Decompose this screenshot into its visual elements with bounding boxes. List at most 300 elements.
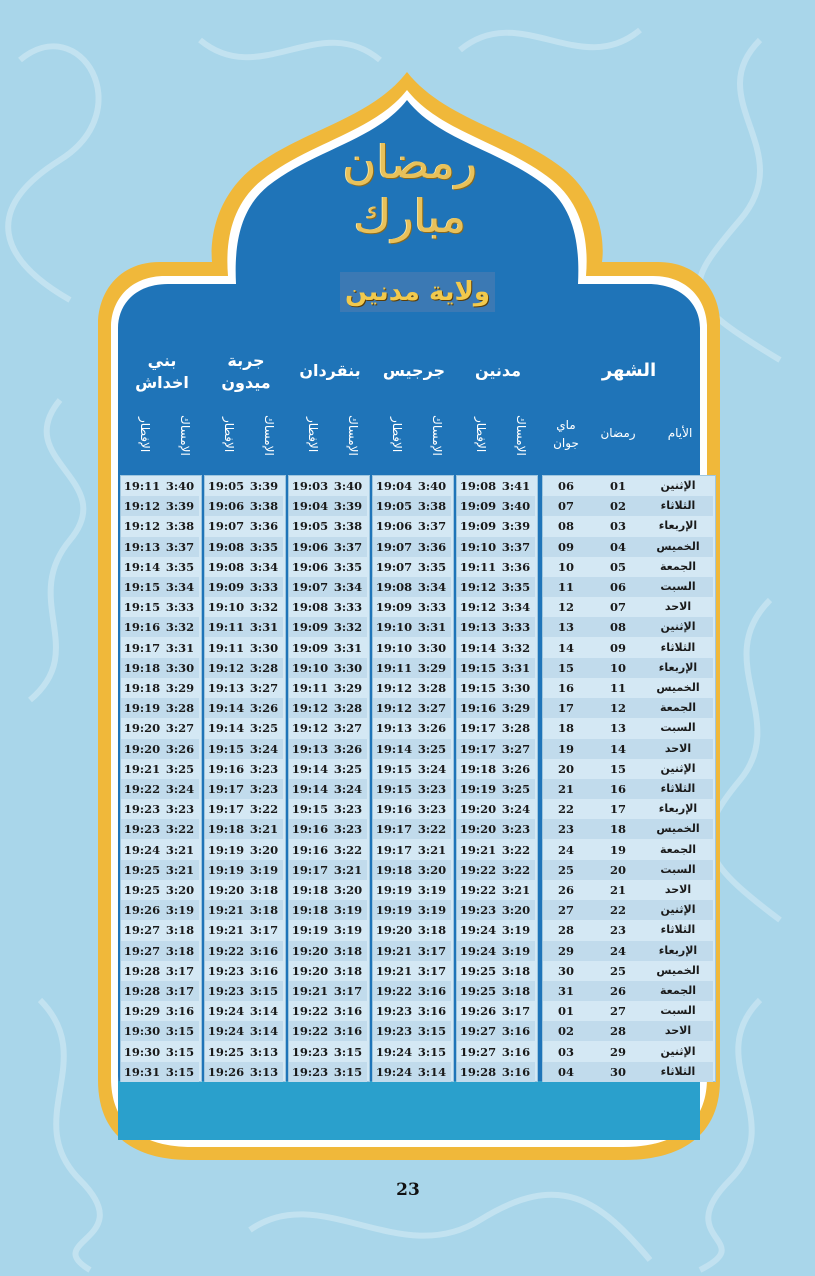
iftar-time: 19:18 [459, 762, 497, 776]
iftar-time: 19:12 [123, 499, 161, 513]
table-row [205, 718, 283, 738]
table-row [289, 617, 367, 637]
imsak-time: 3:18 [333, 944, 363, 958]
iftar-time: 19:08 [207, 540, 245, 554]
iftar-time: 19:11 [291, 681, 329, 695]
imsak-time: 3:18 [165, 923, 195, 937]
table-row [457, 819, 535, 839]
iftar-time: 19:22 [459, 883, 497, 897]
imsak-time: 3:14 [249, 1004, 279, 1018]
iftar-time: 19:20 [207, 883, 245, 897]
table-row [373, 577, 451, 597]
table-row [373, 779, 451, 799]
imsak-time: 3:34 [417, 580, 447, 594]
imsak-time: 3:34 [501, 600, 531, 614]
city-header-zarzis: جرجيس [382, 361, 446, 380]
table-row [205, 880, 283, 900]
imsak-time: 3:32 [501, 641, 531, 655]
table-row [543, 779, 713, 799]
imsak-time: 3:16 [165, 1004, 195, 1018]
iftar-time: 19:08 [375, 580, 413, 594]
iftar-time: 19:20 [291, 964, 329, 978]
table-row [543, 1001, 713, 1021]
table-row [289, 759, 367, 779]
day-name: الإثنين [660, 762, 696, 775]
iftar-time: 19:21 [123, 762, 161, 776]
table-row [289, 860, 367, 880]
table-row [121, 617, 199, 637]
iftar-time: 19:17 [459, 721, 497, 735]
imsak-time: 3:32 [249, 600, 279, 614]
iftar-time: 19:24 [123, 843, 161, 857]
city-header-beni-khedache: بني اخداش [135, 351, 189, 392]
iftar-time: 19:28 [123, 964, 161, 978]
imsak-time: 3:15 [333, 1065, 363, 1079]
gregorian-day: 18 [557, 721, 574, 735]
iftar-time: 19:06 [375, 519, 413, 533]
table-row [121, 537, 199, 557]
table-row [543, 961, 713, 981]
month-header: الشهر [601, 360, 657, 381]
imsak-time: 3:34 [249, 560, 279, 574]
imsak-time: 3:30 [165, 661, 195, 675]
imsak-time: 3:39 [333, 499, 363, 513]
imsak-time: 3:25 [249, 721, 279, 735]
table-row [543, 1021, 713, 1041]
day-name: الخميس [656, 822, 700, 835]
iftar-time: 19:24 [207, 1024, 245, 1038]
imsak-time: 3:23 [333, 802, 363, 816]
table-row [205, 537, 283, 557]
iftar-time: 19:13 [459, 620, 497, 634]
iftar-time: 19:22 [291, 1004, 329, 1018]
table-row [205, 961, 283, 981]
iftar-time: 19:17 [207, 802, 245, 816]
table-row [121, 961, 199, 981]
table-row [457, 739, 535, 759]
gregorian-day: 04 [557, 1065, 574, 1079]
iftar-time: 19:09 [459, 519, 497, 533]
ramadan-day: 25 [609, 964, 626, 978]
ramadan-day: 27 [609, 1004, 626, 1018]
table-row [121, 516, 199, 536]
iftar-time: 19:25 [123, 883, 161, 897]
iftar-time: 19:15 [291, 802, 329, 816]
iftar-time: 19:10 [375, 620, 413, 634]
day-name: الاحد [664, 883, 692, 896]
table-row [121, 1001, 199, 1021]
iftar-time: 19:19 [291, 923, 329, 937]
imsak-time: 3:19 [333, 903, 363, 917]
iftar-time: 19:18 [123, 661, 161, 675]
gregorian-day: 07 [557, 499, 574, 513]
imsak-time: 3:19 [501, 944, 531, 958]
iftar-time: 19:16 [375, 802, 413, 816]
gregorian-day: 08 [557, 519, 574, 533]
days-header: الأيام [667, 426, 693, 440]
imsak-time: 3:21 [249, 822, 279, 836]
table-row [205, 739, 283, 759]
table-row [457, 900, 535, 920]
table-row [373, 617, 451, 637]
table-row [543, 799, 713, 819]
iftar-time: 19:21 [375, 944, 413, 958]
imsak-time: 3:36 [417, 540, 447, 554]
iftar-time: 19:21 [291, 984, 329, 998]
table-row [373, 1062, 451, 1082]
imsak-time: 3:21 [165, 863, 195, 877]
table-row [543, 617, 713, 637]
iftar-time: 19:21 [459, 843, 497, 857]
iftar-time: 19:04 [375, 479, 413, 493]
imsak-time: 3:35 [501, 580, 531, 594]
iftar-time: 19:15 [459, 681, 497, 695]
iftar-header: الإفطار [390, 417, 404, 453]
gregorian-day: 15 [557, 661, 574, 675]
imsak-time: 3:27 [249, 681, 279, 695]
iftar-time: 19:16 [459, 701, 497, 715]
gregorian-day: 30 [557, 964, 574, 978]
table-row [205, 920, 283, 940]
gregorian-day: 02 [557, 1024, 574, 1038]
ramadan-day: 01 [609, 479, 626, 493]
imsak-time: 3:29 [417, 661, 447, 675]
imsak-time: 3:17 [249, 923, 279, 937]
table-row [373, 537, 451, 557]
gregorian-day: 24 [557, 843, 574, 857]
table-row [289, 799, 367, 819]
table-row [289, 698, 367, 718]
gregorian-day: 28 [557, 923, 574, 937]
imsak-time: 3:38 [249, 499, 279, 513]
ramadan-day: 08 [609, 620, 626, 634]
iftar-time: 19:14 [123, 560, 161, 574]
iftar-time: 19:17 [375, 822, 413, 836]
iftar-time: 19:07 [375, 540, 413, 554]
imsak-time: 3:19 [501, 923, 531, 937]
table-row [457, 1042, 535, 1062]
ramadan-mubarak-calligraphy: رمضان مبارك [342, 135, 478, 243]
table-row [457, 1062, 535, 1082]
imsak-time: 3:17 [501, 1004, 531, 1018]
table-row [205, 759, 283, 779]
table-row [205, 516, 283, 536]
iftar-time: 19:12 [291, 701, 329, 715]
imsak-time: 3:26 [417, 721, 447, 735]
imsak-time: 3:21 [165, 843, 195, 857]
iftar-time: 19:12 [375, 681, 413, 695]
iftar-time: 19:08 [291, 600, 329, 614]
table-row [543, 577, 713, 597]
table-row [373, 880, 451, 900]
iftar-time: 19:23 [207, 964, 245, 978]
iftar-time: 19:09 [207, 580, 245, 594]
day-name: الخميس [656, 964, 700, 977]
iftar-time: 19:28 [459, 1065, 497, 1079]
table-row [205, 900, 283, 920]
iftar-time: 19:27 [123, 923, 161, 937]
day-name: الاحد [664, 1024, 692, 1037]
iftar-time: 19:15 [375, 782, 413, 796]
imsak-time: 3:39 [249, 479, 279, 493]
imsak-time: 3:33 [417, 600, 447, 614]
iftar-time: 19:19 [207, 843, 245, 857]
imsak-time: 3:19 [417, 883, 447, 897]
table-row [205, 476, 283, 496]
imsak-time: 3:27 [417, 701, 447, 715]
imsak-time: 3:20 [249, 843, 279, 857]
imsak-time: 3:29 [501, 701, 531, 715]
table-row [457, 860, 535, 880]
imsak-time: 3:32 [165, 620, 195, 634]
imsak-time: 3:28 [249, 661, 279, 675]
imsak-time: 3:41 [501, 479, 531, 493]
imsak-time: 3:16 [501, 1065, 531, 1079]
imsak-time: 3:18 [417, 923, 447, 937]
gregorian-day: 21 [557, 782, 574, 796]
imsak-time: 3:38 [165, 519, 195, 533]
iftar-time: 19:21 [207, 903, 245, 917]
imsak-time: 3:26 [165, 742, 195, 756]
imsak-time: 3:38 [333, 519, 363, 533]
gregorian-day: 26 [557, 883, 574, 897]
iftar-time: 19:03 [291, 479, 329, 493]
iftar-time: 19:12 [459, 580, 497, 594]
imsak-time: 3:15 [165, 1045, 195, 1059]
iftar-header: الإفطار [474, 417, 488, 453]
imsak-time: 3:35 [417, 560, 447, 574]
table-row [543, 1042, 713, 1062]
imsak-time: 3:25 [501, 782, 531, 796]
iftar-time: 19:17 [123, 641, 161, 655]
imsak-time: 3:35 [333, 560, 363, 574]
iftar-time: 19:22 [123, 782, 161, 796]
table-row [205, 496, 283, 516]
imsak-time: 3:29 [333, 681, 363, 695]
table-row [373, 496, 451, 516]
imsak-time: 3:24 [165, 782, 195, 796]
ramadan-day: 26 [609, 984, 626, 998]
table-row [289, 577, 367, 597]
imsak-time: 3:36 [501, 560, 531, 574]
imsak-time: 3:20 [333, 883, 363, 897]
imsak-time: 3:40 [501, 499, 531, 513]
table-row [121, 900, 199, 920]
table-row [121, 577, 199, 597]
iftar-time: 19:05 [375, 499, 413, 513]
iftar-time: 19:28 [123, 984, 161, 998]
table-row [121, 496, 199, 516]
imsak-time: 3:37 [165, 540, 195, 554]
table-row [543, 516, 713, 536]
table-row [289, 1001, 367, 1021]
day-name: الجمعة [659, 843, 697, 856]
imsak-time: 3:16 [333, 1004, 363, 1018]
imsak-time: 3:35 [249, 540, 279, 554]
imsak-time: 3:22 [501, 843, 531, 857]
gregorian-day: 09 [557, 540, 574, 554]
day-name: السبت [660, 863, 696, 876]
table-row [457, 597, 535, 617]
day-name: الخميس [656, 681, 700, 694]
iftar-time: 19:22 [207, 944, 245, 958]
iftar-time: 19:18 [291, 903, 329, 917]
table-row [205, 678, 283, 698]
imsak-time: 3:38 [417, 499, 447, 513]
day-name: الإربعاء [658, 661, 698, 674]
table-row [457, 476, 535, 496]
imsak-time: 3:26 [501, 762, 531, 776]
city-header-djerba-midoun: جربة ميدون [221, 351, 271, 392]
table-row [289, 880, 367, 900]
table-row [543, 819, 713, 839]
table-row [457, 617, 535, 637]
ramadan-day: 19 [609, 843, 626, 857]
iftar-time: 19:22 [375, 984, 413, 998]
table-row [543, 537, 713, 557]
day-name: الإثنين [660, 620, 696, 633]
imsak-time: 3:18 [333, 964, 363, 978]
iftar-time: 19:22 [459, 863, 497, 877]
table-row [373, 516, 451, 536]
table-row [373, 799, 451, 819]
iftar-time: 19:08 [459, 479, 497, 493]
imsak-time: 3:30 [417, 641, 447, 655]
iftar-time: 19:11 [375, 661, 413, 675]
imsak-time: 3:23 [501, 822, 531, 836]
table-row [205, 698, 283, 718]
ramadan-day: 13 [609, 721, 626, 735]
iftar-time: 19:12 [291, 721, 329, 735]
iftar-time: 19:17 [207, 782, 245, 796]
table-row [205, 819, 283, 839]
imsak-time: 3:17 [165, 964, 195, 978]
imsak-time: 3:16 [249, 964, 279, 978]
table-row [121, 638, 199, 658]
table-row [543, 496, 713, 516]
gregorian-day: 27 [557, 903, 574, 917]
iftar-time: 19:10 [207, 600, 245, 614]
imsak-time: 3:39 [501, 519, 531, 533]
iftar-time: 19:16 [291, 843, 329, 857]
table-row [373, 759, 451, 779]
table-row [121, 1062, 199, 1082]
iftar-time: 19:22 [291, 1024, 329, 1038]
iftar-time: 19:15 [459, 661, 497, 675]
ramadan-day: 23 [609, 923, 626, 937]
table-row [121, 1021, 199, 1041]
imsak-time: 3:16 [501, 1045, 531, 1059]
day-name: الثلاثاء [660, 782, 696, 795]
iftar-header: الإفطار [222, 417, 236, 453]
iftar-time: 19:05 [207, 479, 245, 493]
ramadan-day: 03 [609, 519, 626, 533]
ramadan-day: 04 [609, 540, 626, 554]
day-name: الإربعاء [658, 944, 698, 957]
iftar-time: 19:12 [123, 519, 161, 533]
iftar-time: 19:30 [123, 1024, 161, 1038]
imsak-time: 3:16 [417, 984, 447, 998]
iftar-time: 19:23 [207, 984, 245, 998]
table-row [543, 981, 713, 1001]
iftar-time: 19:24 [375, 1045, 413, 1059]
table-row [121, 840, 199, 860]
table-row [205, 638, 283, 658]
imsak-time: 3:13 [249, 1065, 279, 1079]
table-row [289, 658, 367, 678]
iftar-time: 19:13 [291, 742, 329, 756]
imsak-header: الإمساك [514, 414, 528, 456]
iftar-time: 19:24 [207, 1004, 245, 1018]
gregorian-day: 12 [557, 600, 574, 614]
iftar-time: 19:24 [459, 923, 497, 937]
table-row [205, 1001, 283, 1021]
ramadan-day: 24 [609, 944, 626, 958]
iftar-time: 19:14 [207, 701, 245, 715]
imsak-time: 3:28 [165, 701, 195, 715]
table-row [373, 819, 451, 839]
table-row [457, 516, 535, 536]
imsak-time: 3:25 [417, 742, 447, 756]
day-name: الخميس [656, 540, 700, 553]
imsak-time: 3:14 [417, 1065, 447, 1079]
iftar-time: 19:26 [123, 903, 161, 917]
day-name: الثلاثاء [660, 499, 696, 512]
gregorian-day: 29 [557, 944, 574, 958]
imsak-time: 3:23 [165, 802, 195, 816]
ramadan-day: 10 [609, 661, 626, 675]
imsak-time: 3:30 [333, 661, 363, 675]
table-row [373, 981, 451, 1001]
table-row [289, 718, 367, 738]
iftar-time: 19:21 [207, 923, 245, 937]
imsak-time: 3:40 [417, 479, 447, 493]
ramadan-day: 07 [609, 600, 626, 614]
iftar-time: 19:23 [459, 903, 497, 917]
imsak-header: الإمساك [346, 414, 360, 456]
table-row [289, 678, 367, 698]
table-row [457, 698, 535, 718]
table-row [205, 617, 283, 637]
imsak-time: 3:16 [417, 1004, 447, 1018]
table-row [121, 476, 199, 496]
imsak-time: 3:35 [165, 560, 195, 574]
gregorian-day: 22 [557, 802, 574, 816]
gregorian-day: 31 [557, 984, 574, 998]
table-row [205, 1042, 283, 1062]
day-name: الإربعاء [658, 802, 698, 815]
iftar-time: 19:11 [123, 479, 161, 493]
table-row [457, 1001, 535, 1021]
table-row [205, 779, 283, 799]
table-row [205, 860, 283, 880]
imsak-time: 3:30 [501, 681, 531, 695]
iftar-time: 19:31 [123, 1065, 161, 1079]
table-row [543, 1062, 713, 1082]
ramadan-day: 14 [609, 742, 626, 756]
table-row [457, 941, 535, 961]
table-row [121, 658, 199, 678]
table-row [205, 981, 283, 1001]
day-name: الإثنين [660, 1045, 696, 1058]
imsak-time: 3:31 [333, 641, 363, 655]
iftar-time: 19:18 [291, 883, 329, 897]
iftar-time: 19:23 [123, 802, 161, 816]
table-row [373, 638, 451, 658]
table-row [121, 739, 199, 759]
iftar-time: 19:06 [207, 499, 245, 513]
imsak-time: 3:18 [165, 944, 195, 958]
